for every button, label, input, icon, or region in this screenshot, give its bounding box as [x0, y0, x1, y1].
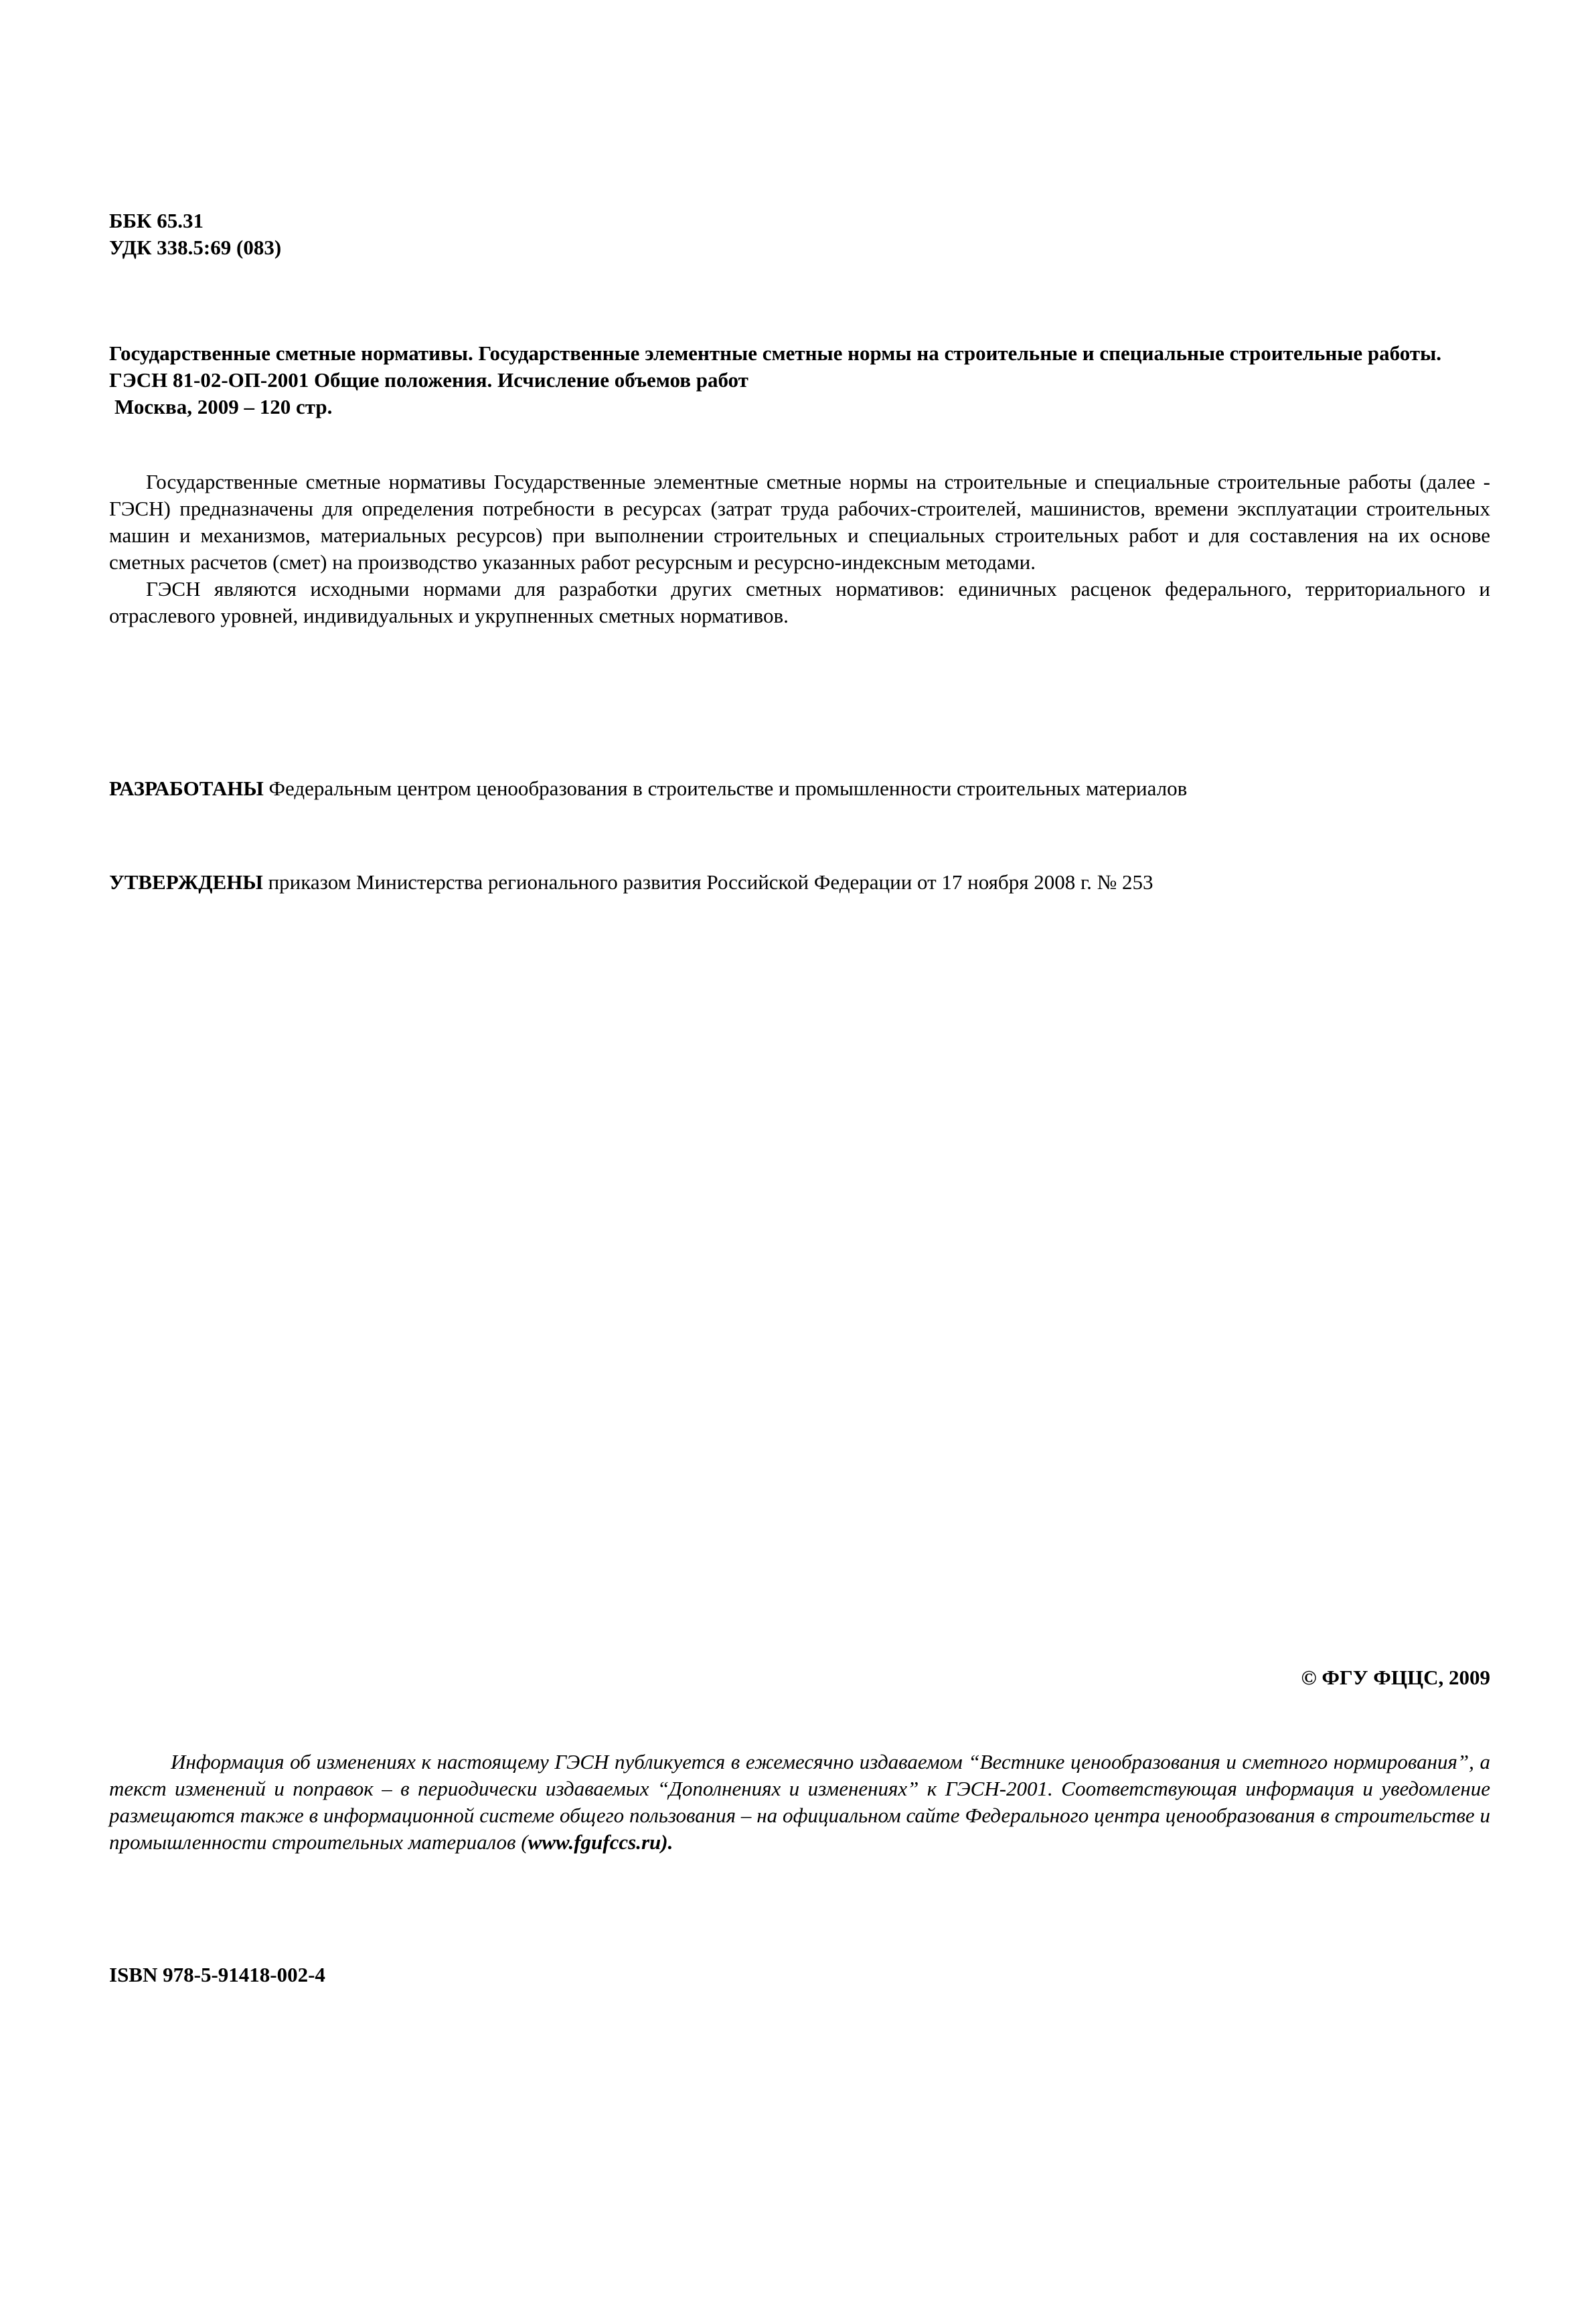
abstract-paragraph-1: Государственные сметные нормативы Государственные элементные сметные нормы на строительные и специальные строительные работы (далее - ГЭСН) предназначены для определения потребности в ресурсах (затрат труда рабочих-строителей, машинистов, времени эксплуатации строительных машин и механизмов, материальных ресурсов) при выполнении строительных и специальных строительных работ и для составления на их основе сметных расчетов (смет) на производство указанных работ ресурсным и ресурсно-индексным методами. — [109, 470, 1490, 574]
developed-paragraph — [109, 775, 1490, 802]
approved-paragraph — [109, 869, 1490, 896]
title-line-2: ГЭСН 81-02-ОП-2001 Общие положения. Исчисление объемов работ — [109, 368, 748, 392]
bbk-code: ББК 65.31 — [109, 209, 204, 232]
developed-text: Федеральным центром ценообразования в строительстве и промышленности строительных материалов — [268, 777, 1188, 800]
isbn-line: ISBN 978-5-91418-002-4 — [109, 1963, 325, 1986]
abstract-paragraph-2: ГЭСН являются исходными нормами для разработки других сметных нормативов: единичных расценок федерального, территориального и отраслевого уровней, индивидуальных и укрупненных сметных нормативов. — [109, 577, 1490, 627]
site-url: www.fgufccs.ru — [528, 1830, 661, 1854]
abstract-section — [109, 469, 1490, 629]
info-note-closing: ). — [661, 1830, 673, 1854]
title-block — [109, 340, 1490, 420]
info-note-text: Информация об изменениях к настоящему ГЭСН публикуется в ежемесячно издаваемом “Вестнике ценообразования и сметного нормирования”, а текст изменений и поправок – в периодически издаваемых “Дополнениях и изменениях” к ГЭСН-2001. Соответствующая информация и уведомление размещаются также в информационной системе общего пользования – на официальном сайте Федерального центра ценообразования в строительстве и промышленности строительных материалов ( — [109, 1750, 1490, 1854]
developed-label: РАЗРАБОТАНЫ — [109, 777, 264, 800]
udk-code: УДК 338.5:69 (083) — [109, 236, 282, 259]
approved-label: УТВЕРЖДЕНЫ — [109, 870, 263, 894]
copyright-line: © ФГУ ФЦЦС, 2009 — [1301, 1666, 1490, 1689]
info-note-paragraph — [109, 1749, 1490, 1856]
classification-codes — [109, 208, 1490, 261]
approved-text: приказом Министерства регионального развития Российской Федерации от 17 ноября 2008 г. № 253 — [268, 870, 1153, 894]
title-line-1: Государственные сметные нормативы. Государственные элементные сметные нормы на строительные и специальные строительные работы. — [109, 341, 1442, 365]
title-line-3: Москва, 2009 – 120 стр. — [114, 395, 333, 418]
